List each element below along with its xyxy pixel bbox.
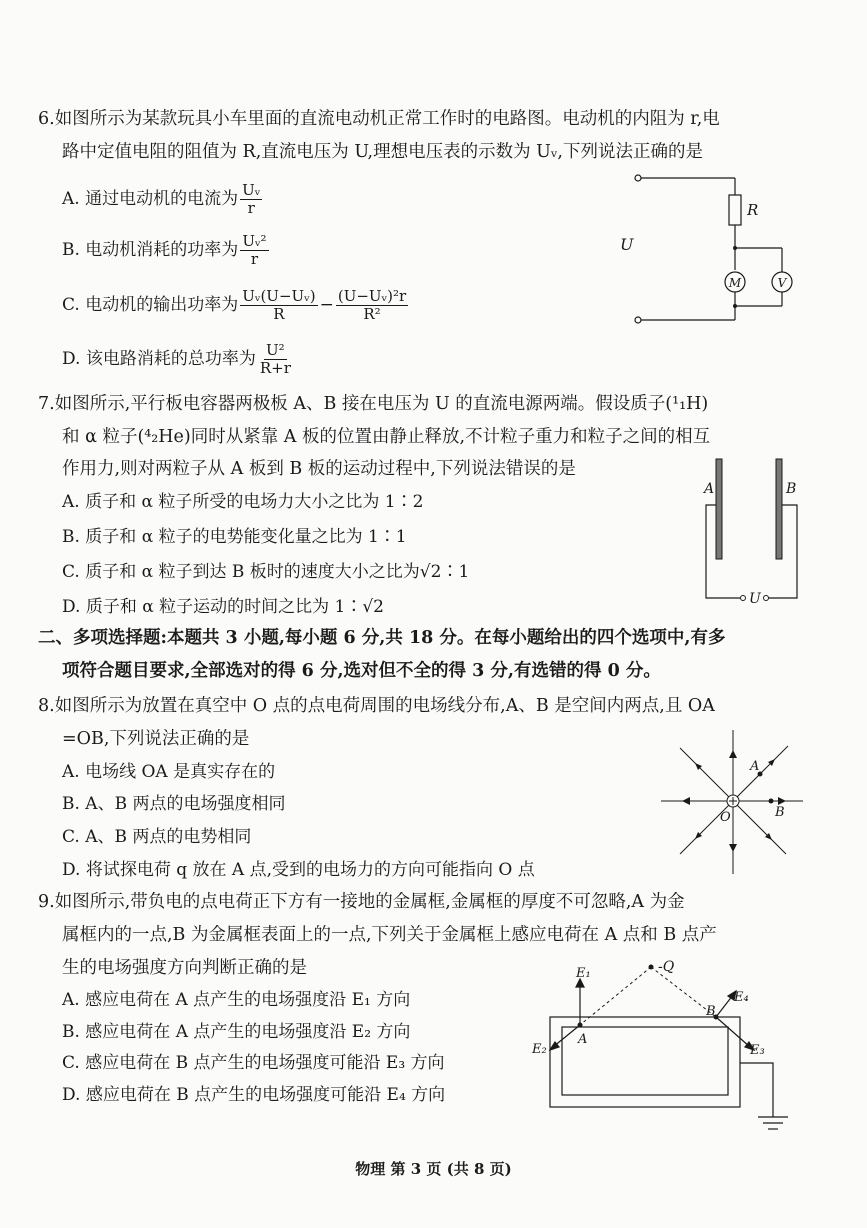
- q8-option-c: C. A、B 两点的电势相同: [62, 827, 252, 847]
- label-u: U: [749, 591, 761, 607]
- plate-b: [776, 459, 782, 559]
- label-m: M: [728, 276, 742, 290]
- q6-option-c-minus: −: [319, 295, 334, 316]
- label-e3: E₃: [750, 1043, 765, 1058]
- frac-denominator: R: [273, 305, 285, 324]
- plate-a: [716, 459, 722, 559]
- terminal-bottom: [635, 317, 641, 323]
- q9-metal-frame-diagram: [528, 955, 808, 1145]
- point-b: [769, 799, 774, 804]
- q7-stem-line3: 作用力,则对两粒子从 A 板到 B 板的运动过程中,下列说法错误的是: [62, 459, 576, 479]
- q9-stem-line3: 生的电场强度方向判断正确的是: [62, 958, 307, 978]
- q6-option-c-fraction1: [240, 288, 317, 324]
- q7-option-d: D. 质子和 α 粒子运动的时间之比为 1∶√2: [62, 597, 384, 617]
- frac-numerator: Uᵥ(U−Uᵥ): [242, 287, 316, 305]
- q6-option-b-fraction: [240, 233, 268, 269]
- label-a: A: [750, 759, 760, 774]
- q6-option-b: [62, 233, 271, 269]
- frac-denominator: r: [250, 250, 259, 269]
- frac-numerator: Uᵥ²: [242, 232, 267, 250]
- q8-stem-line2: =OB,下列说法正确的是: [62, 729, 250, 749]
- q7-option-b: B. 质子和 α 粒子的电势能变化量之比为 1∶1: [62, 527, 407, 547]
- label-r: R: [747, 201, 759, 219]
- frame-outer: [550, 1017, 740, 1107]
- label-v: V: [777, 276, 787, 290]
- q6-option-c: [62, 288, 410, 324]
- q6-option-d-text: D. 该电路消耗的总功率为: [62, 349, 256, 370]
- q9-option-a: A. 感应电荷在 A 点产生的电场强度沿 E₁ 方向: [62, 990, 411, 1010]
- q7-option-c: C. 质子和 α 粒子到达 B 板时的速度大小之比为√2∶1: [62, 562, 470, 582]
- q6-option-d-fraction: [258, 342, 293, 378]
- label-b: B: [706, 1004, 716, 1019]
- q6-option-b-text: B. 电动机消耗的功率为: [62, 240, 239, 261]
- label-o: O: [720, 810, 731, 825]
- q7-stem-line1: 7.如图所示,平行板电容器两极板 A、B 接在电压为 U 的直流电源两端。假设质子(¹₁H): [38, 394, 709, 414]
- label-b: B: [786, 481, 797, 497]
- section2-heading-line2: 项符合题目要求,全部选对的得 6 分,选对但不全的得 3 分,有选错的得 0 分。: [62, 661, 661, 681]
- frac-numerator: U²: [266, 341, 285, 359]
- q9-option-d: D. 感应电荷在 B 点产生的电场强度可能沿 E₄ 方向: [62, 1085, 446, 1105]
- q9-stem-line1: 9.如图所示,带负电的点电荷正下方有一接地的金属框,金属框的厚度不可忽略,A 为金: [38, 892, 685, 912]
- q8-option-a: A. 电场线 OA 是真实存在的: [62, 762, 276, 782]
- q7-option-a: A. 质子和 α 粒子所受的电场力大小之比为 1∶2: [62, 492, 424, 512]
- label-e4: E₄: [734, 990, 749, 1005]
- q9-option-c: C. 感应电荷在 B 点产生的电场强度可能沿 E₃ 方向: [62, 1053, 445, 1073]
- frac-denominator: R²: [363, 305, 381, 324]
- q6-option-a-text: A. 通过电动机的电流为: [62, 189, 239, 210]
- q6-stem-line2: 路中定值电阻的阻值为 R,直流电压为 U,理想电压表的示数为 Uᵥ,下列说法正确的是: [62, 142, 703, 162]
- label-q: -Q: [658, 959, 675, 975]
- q7-stem-line2: 和 α 粒子(⁴₂He)同时从紧靠 A 板的位置由静止释放,不计粒子重力和粒子之间的相互: [62, 427, 711, 447]
- q9-stem-line2: 属框内的一点,B 为金属框表面上的一点,下列关于金属框上感应电荷在 A 点和 B 点产: [62, 925, 717, 945]
- label-a: A: [704, 481, 715, 497]
- q6-circuit-diagram: [610, 170, 810, 330]
- page-footer: 物理 第 3 页 (共 8 页): [355, 1160, 512, 1178]
- section2-heading-line1: 二、多项选择题:本题共 3 小题,每小题 6 分,共 18 分。在每小题给出的四个选项中,有多: [38, 628, 726, 648]
- q8-stem-line1: 8.如图所示为放置在真空中 O 点的点电荷周围的电场线分布,A、B 是空间内两点,且 OA: [38, 696, 715, 716]
- q6-option-c-fraction2: [336, 288, 408, 324]
- q6-option-d: [62, 342, 295, 378]
- frac-numerator: (U−Uᵥ)²r: [337, 287, 407, 305]
- q8-option-d: D. 将试探电荷 q 放在 A 点,受到的电场力的方向可能指向 O 点: [62, 860, 535, 880]
- q8-field-lines-diagram: [658, 728, 808, 878]
- q6-option-a-fraction: [240, 182, 262, 218]
- q6-option-c-text: C. 电动机的输出功率为: [62, 295, 239, 316]
- frac-denominator: R+r: [259, 359, 291, 378]
- charge-q: [649, 965, 654, 970]
- q8-option-b: B. A、B 两点的电场强度相同: [62, 794, 286, 814]
- terminal-top: [635, 175, 641, 181]
- frac-numerator: Uᵥ: [242, 181, 261, 199]
- label-e1: E₁: [576, 966, 591, 981]
- q7-capacitor-diagram: [700, 455, 810, 610]
- label-u: U: [620, 235, 634, 254]
- label-a: A: [578, 1032, 588, 1047]
- frac-denominator: r: [247, 199, 255, 218]
- q6-option-a: [62, 182, 264, 218]
- q6-stem-line1: 6.如图所示为某款玩具小车里面的直流电动机正常工作时的电路图。电动机的内阻为 r,电: [38, 109, 720, 129]
- q9-option-b: B. 感应电荷在 A 点产生的电场强度沿 E₂ 方向: [62, 1022, 411, 1042]
- label-e2: E₂: [532, 1042, 547, 1057]
- label-b: B: [775, 805, 785, 820]
- resistor-r: [729, 195, 741, 225]
